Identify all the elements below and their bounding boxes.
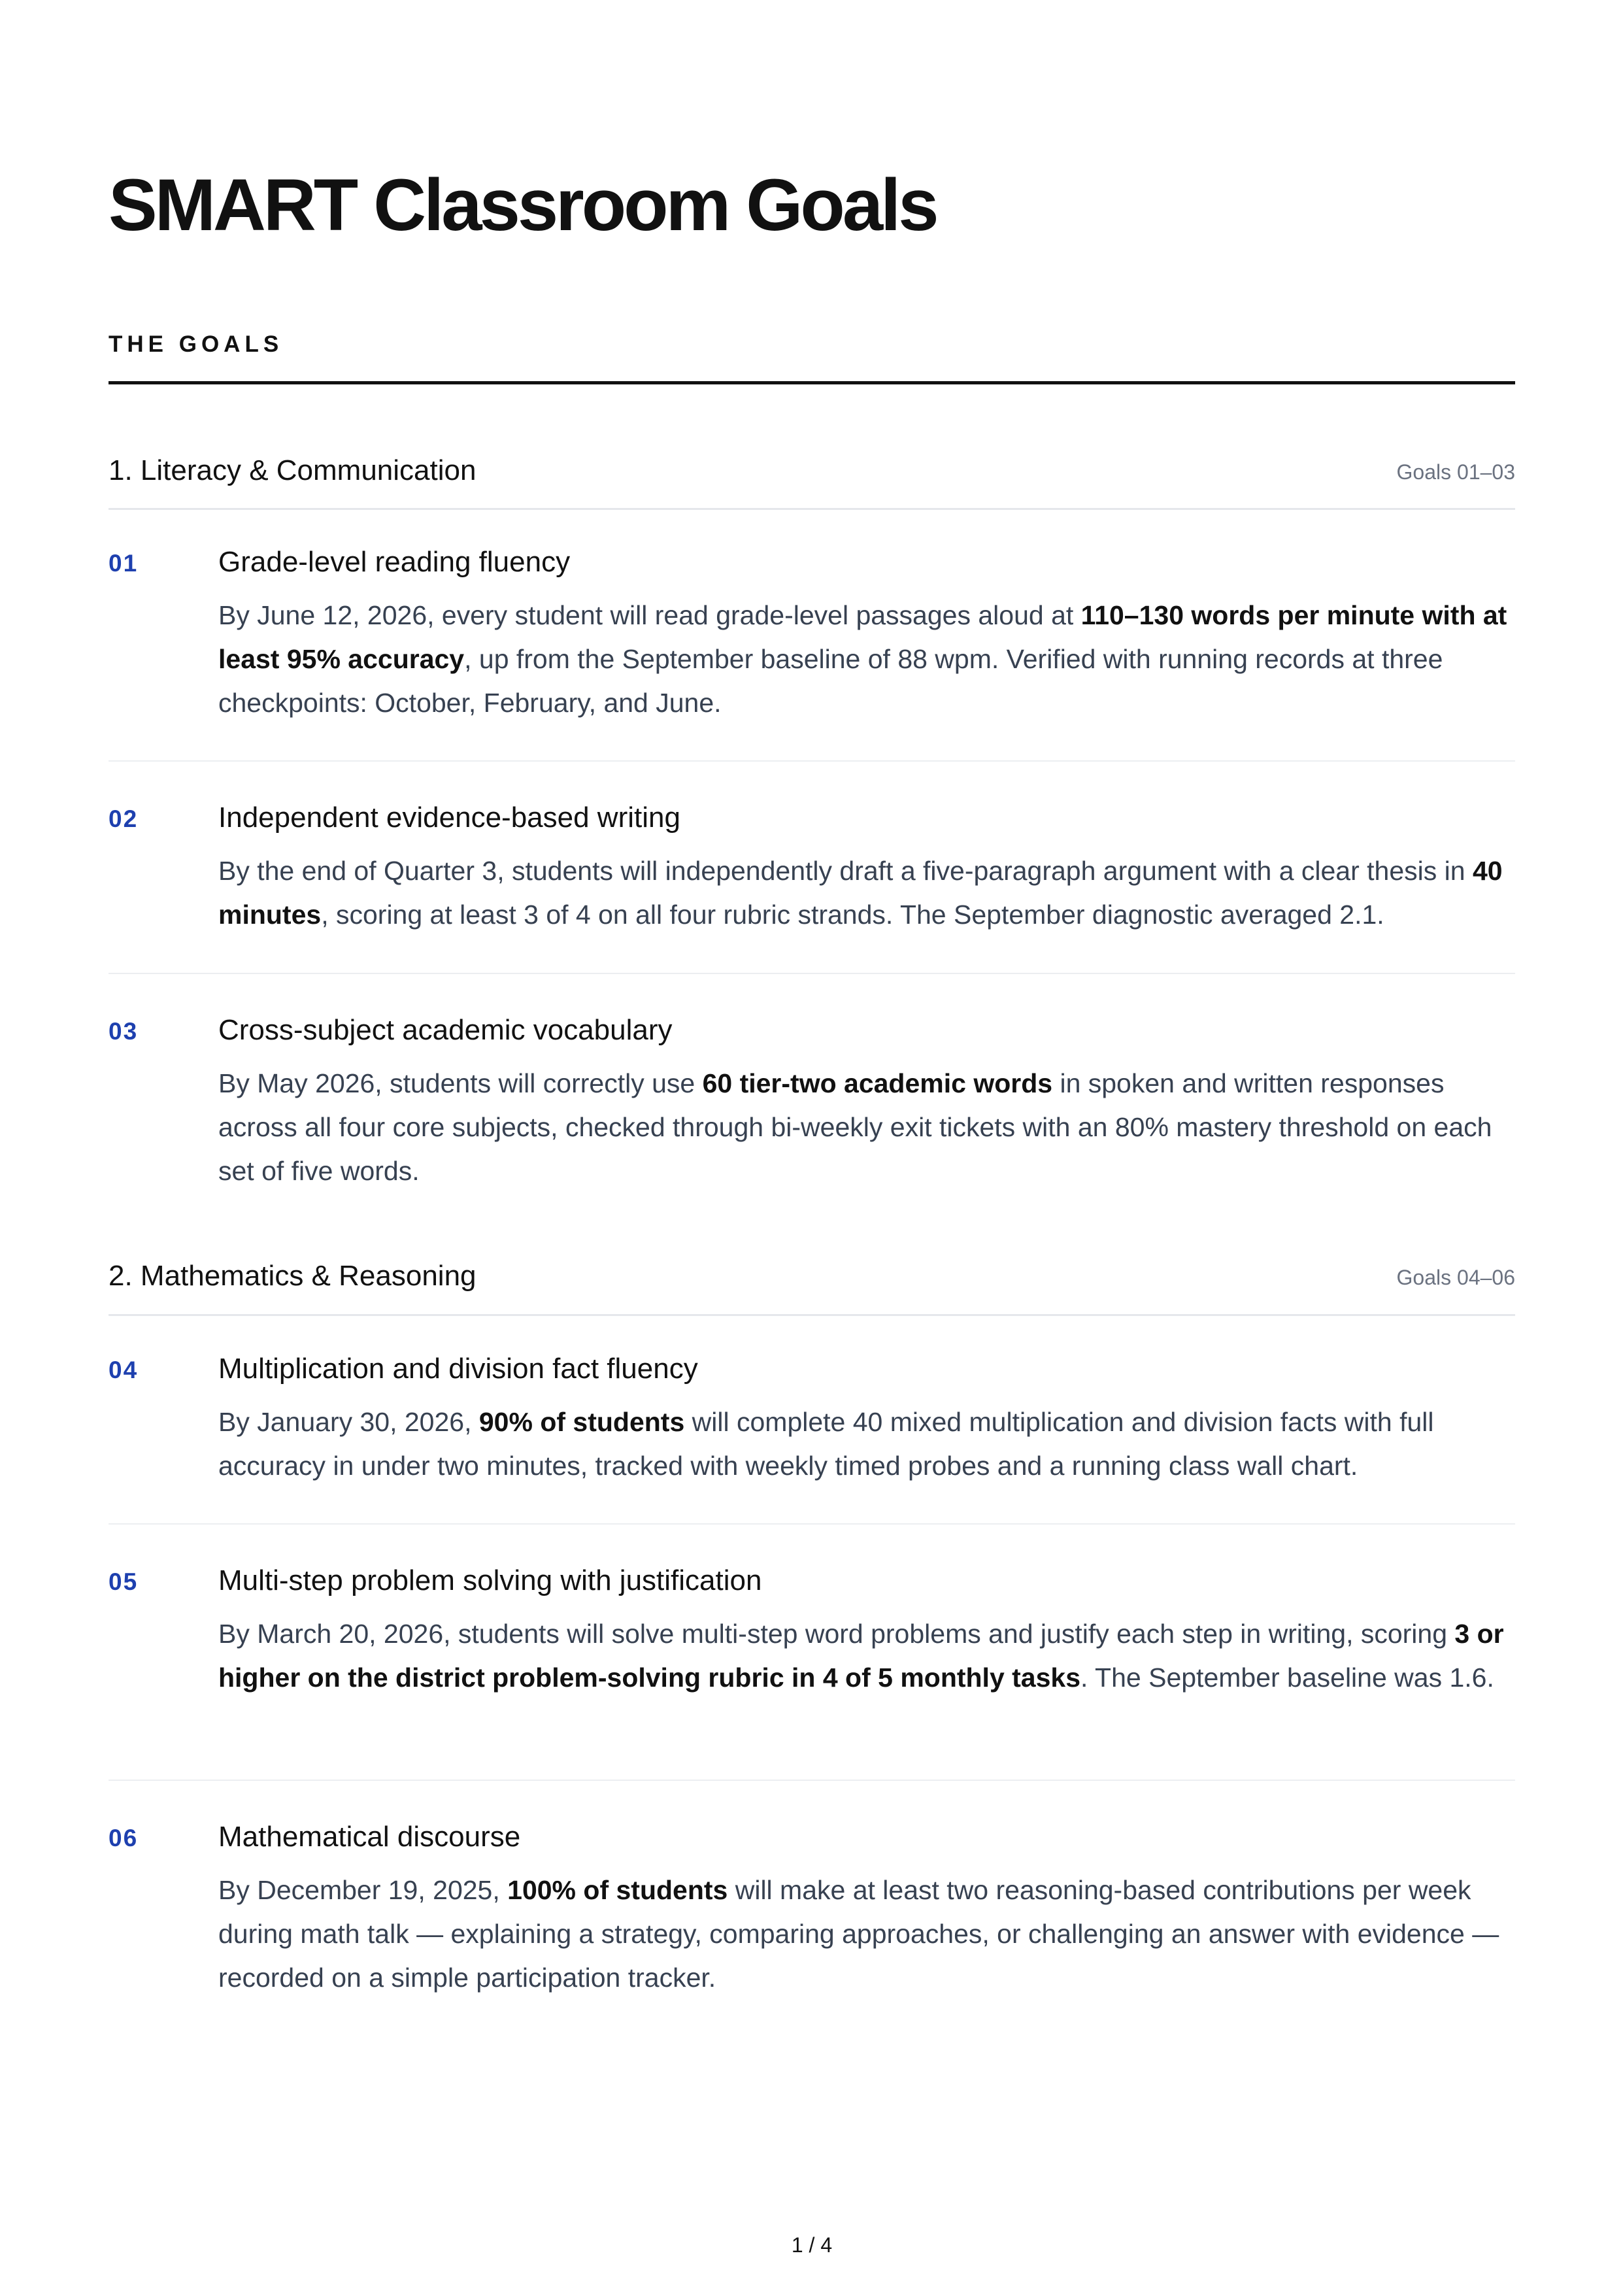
goal-highlight: 90% of students <box>478 1407 685 1437</box>
goal-text: By December 19, 2025, <box>218 1875 508 1905</box>
goal-description <box>218 1400 1519 1488</box>
section-title: 1. Literacy & Communication <box>109 454 477 486</box>
goal-description <box>218 594 1519 725</box>
goal-description <box>218 1062 1519 1193</box>
goal-highlight: 110–130 words per minute with at least 95% accuracy <box>218 600 1507 674</box>
section-header-mathematics <box>109 1258 1515 1297</box>
section-divider <box>109 508 1515 510</box>
page-number: 1 / 4 <box>791 2233 833 2257</box>
goal-highlight: 100% of students <box>507 1875 728 1905</box>
goal-number: 05 <box>109 1568 139 1595</box>
section-header-literacy <box>109 452 1515 492</box>
section-goal-range: Goals 04–06 <box>1396 1266 1515 1289</box>
goal-divider <box>109 760 1515 762</box>
goal-text: in spoken and written responses across all four core subjects, checked through bi-weekly exit tickets with an 80% mastery threshold on each set of five words. <box>218 1068 1492 1186</box>
goal-text: , scoring at least 3 of 4 on all four rubric strands. The September diagnostic averaged 2.1. <box>321 900 1384 930</box>
goal-title: Multiplication and division fact fluency <box>218 1353 698 1385</box>
goal-number: 02 <box>109 805 139 832</box>
goal-text: . The September baseline was 1.6. <box>1080 1663 1494 1693</box>
goal-number: 04 <box>109 1357 139 1383</box>
goal-text: By March 20, 2026, students will solve multi-step word problems and justify each step in writing, scoring <box>218 1619 1455 1649</box>
goal-title: Multi-step problem solving with justification <box>218 1564 762 1596</box>
section-goal-range: Goals 01–03 <box>1396 460 1515 484</box>
goal-number: 03 <box>109 1018 139 1045</box>
section-divider <box>109 1314 1515 1316</box>
goal-text: By January 30, 2026, <box>218 1407 479 1437</box>
goal-highlight: 3 or higher on the district problem-solving rubric in 4 of 5 monthly tasks <box>218 1619 1504 1693</box>
page-title: SMART Classroom Goals <box>109 164 937 246</box>
goal-text: By June 12, 2026, every student will read grade-level passages aloud at <box>218 600 1081 630</box>
goal-highlight: 60 tier-two academic words <box>702 1068 1053 1098</box>
section-eyebrow: THE GOALS <box>109 331 284 357</box>
goal-number: 06 <box>109 1825 139 1851</box>
goal-title: Grade-level reading fluency <box>218 546 571 578</box>
goal-title: Mathematical discourse <box>218 1821 521 1853</box>
goal-text: will complete 40 mixed multiplication and division facts with full accuracy in under two minutes, tracked with weekly timed probes and a running class wall chart. <box>218 1407 1434 1481</box>
section-title: 2. Mathematics & Reasoning <box>109 1260 477 1292</box>
goal-divider <box>109 973 1515 974</box>
goal-text: will make at least two reasoning-based contributions per week during math talk — explaining a strategy, comparing approaches, or challenging an answer with evidence — recorded on a simple participation tracker. <box>218 1875 1499 1993</box>
document-page <box>109 0 1515 2296</box>
goal-divider <box>109 1523 1515 1525</box>
goal-description <box>218 1612 1519 1700</box>
goal-description <box>218 1868 1519 2000</box>
goal-text: By May 2026, students will correctly use <box>218 1068 703 1098</box>
heading-rule <box>109 381 1515 384</box>
goal-highlight: 40 minutes <box>218 856 1503 930</box>
goal-text: By the end of Quarter 3, students will independently draft a five-paragraph argument with a clear thesis in <box>218 856 1473 886</box>
goal-text: , up from the September baseline of 88 wpm. Verified with running records at three checkpoints: October, February, and June. <box>218 644 1443 718</box>
goal-description <box>218 849 1519 937</box>
goal-title: Independent evidence-based writing <box>218 802 680 834</box>
goal-title: Cross-subject academic vocabulary <box>218 1014 673 1046</box>
goal-divider <box>109 1780 1515 1781</box>
goal-number: 01 <box>109 550 139 577</box>
